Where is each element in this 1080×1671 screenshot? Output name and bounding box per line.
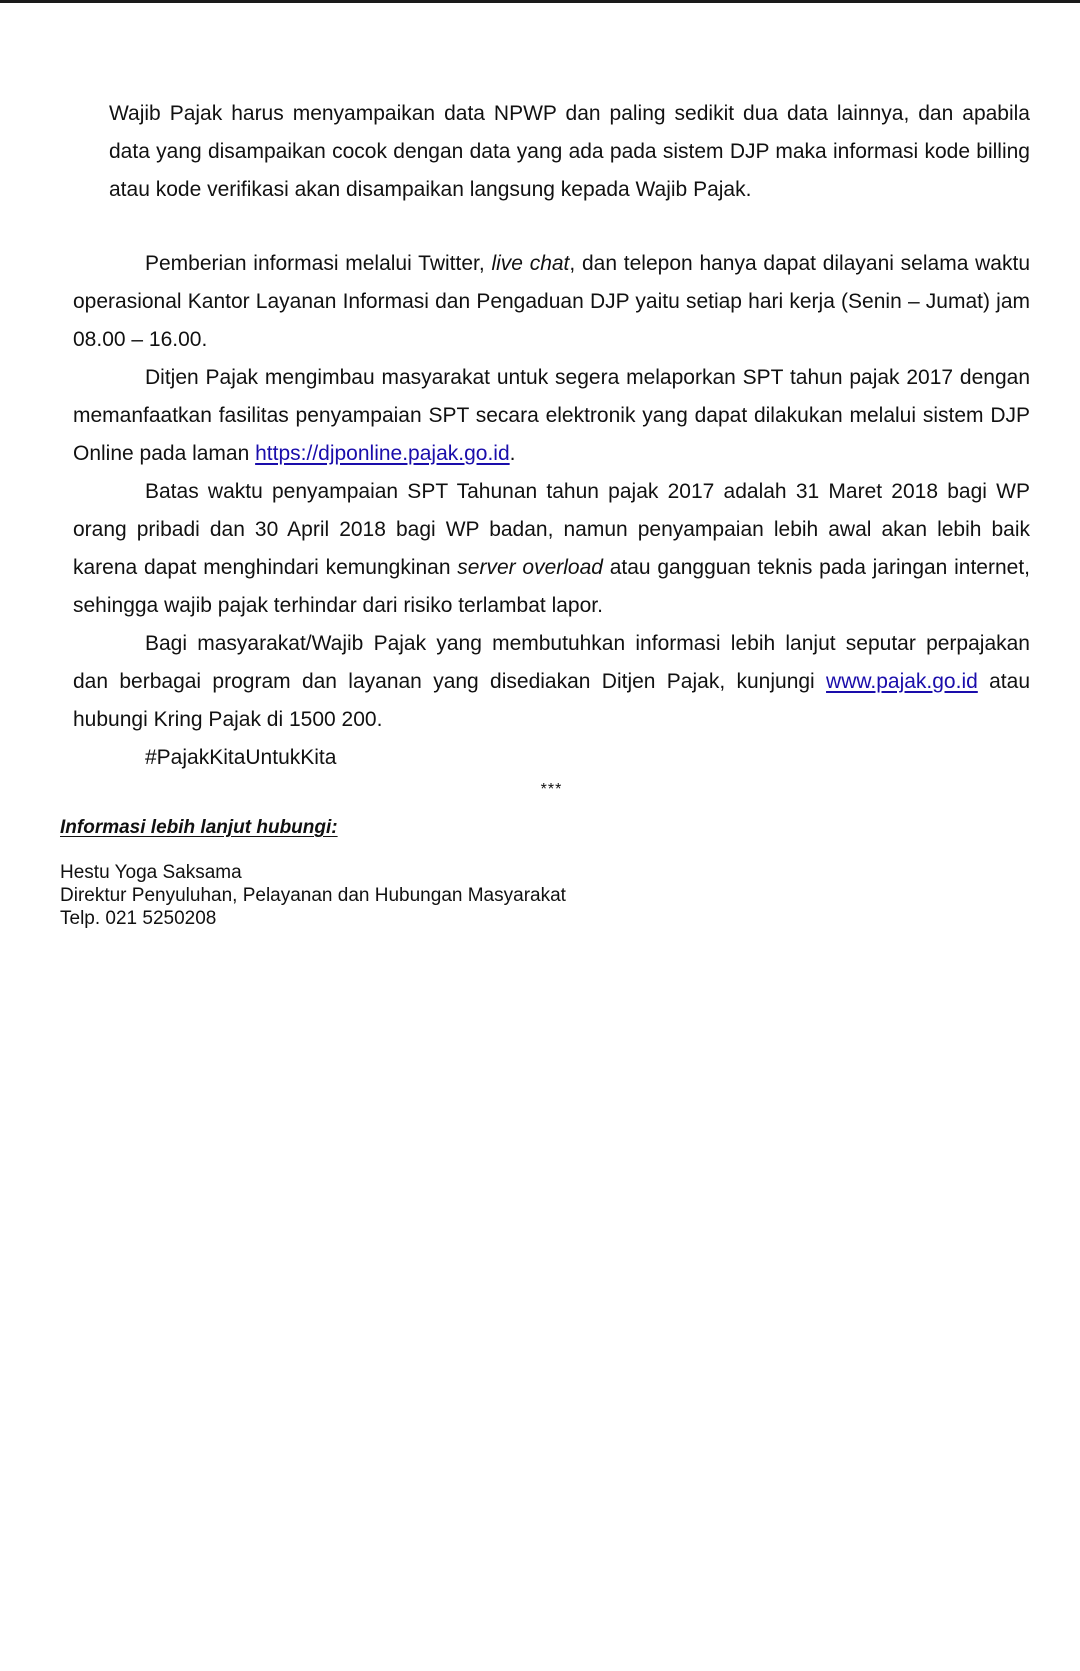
paragraph-service-hours-text-b: , dan telepon hanya dapat dilayani selama waktu operasional Kantor Layanan Informasi dan Pengaduan DJP yaitu setiap hari kerja (Senin – Jumat) jam 08.00 – 16.00. [73, 252, 1030, 351]
paragraph-service-hours [73, 245, 1030, 359]
paragraph-more-info-text-a: Bagi masyarakat/Wajib Pajak yang membutuhkan informasi lebih lanjut seputar perpajakan dan berbagai program dan layanan yang disediakan Ditjen Pajak, kunjungi [73, 632, 1030, 693]
paragraph-spacer [73, 209, 1030, 245]
paragraph-more-info-text-b: atau hubungi Kring Pajak di 1500 200. [73, 670, 1030, 731]
contact-heading: Informasi lebih lanjut hubungi: [60, 817, 338, 838]
paragraph-deadline [73, 473, 1030, 625]
contact-section [60, 817, 860, 930]
live-chat-italic: live chat [491, 252, 570, 275]
hashtag: #PajakKitaUntukKita [145, 746, 337, 769]
paragraph-djp-online-text-a: Ditjen Pajak mengimbau masyarakat untuk segera melaporkan SPT tahun pajak 2017 dengan memanfaatkan fasilitas penyampaian SPT secara elektronik yang dapat dilakukan melalui sistem DJP Online pada laman [73, 366, 1030, 465]
server-overload-italic: server overload [457, 556, 603, 579]
pajak-website-link[interactable]: www.pajak.go.id [826, 670, 978, 693]
paragraph-more-info [73, 625, 1030, 739]
djponline-link[interactable]: https://djponline.pajak.go.id [255, 442, 510, 465]
paragraph-djp-online [73, 359, 1030, 473]
paragraph-deadline-text-a: Batas waktu penyampaian SPT Tahunan tahun pajak 2017 adalah 31 Maret 2018 bagi WP orang pribadi dan 30 April 2018 bagi WP badan, namun penyampaian lebih awal akan lebih baik karena dapat menghindari kemungkinan [73, 480, 1030, 579]
contact-phone: Telp. 021 5250208 [60, 908, 217, 929]
top-border-line [0, 0, 1080, 3]
paragraph-djp-online-text-b: . [509, 442, 516, 465]
paragraph-service-hours-text-a: Pemberian informasi melalui Twitter, [145, 252, 492, 275]
paragraph-verification-info: Wajib Pajak harus menyampaikan data NPWP dan paling sedikit dua data lainnya, dan apabila data yang disampaikan cocok dengan data yang ada pada sistem DJP maka informasi kode billing atau kode verifikasi akan disampaikan langsung kepada Wajib Pajak. [109, 102, 1030, 201]
contact-title: Direktur Penyuluhan, Pelayanan dan Hubungan Masyarakat [60, 885, 566, 906]
document-body [73, 95, 1030, 799]
paragraph-deadline-text-b: atau gangguan teknis pada jaringan internet, sehingga wajib pajak terhindar dari risiko terlambat lapor. [73, 556, 1031, 617]
contact-name: Hestu Yoga Saksama [60, 862, 242, 883]
section-separator: *** [540, 781, 563, 798]
